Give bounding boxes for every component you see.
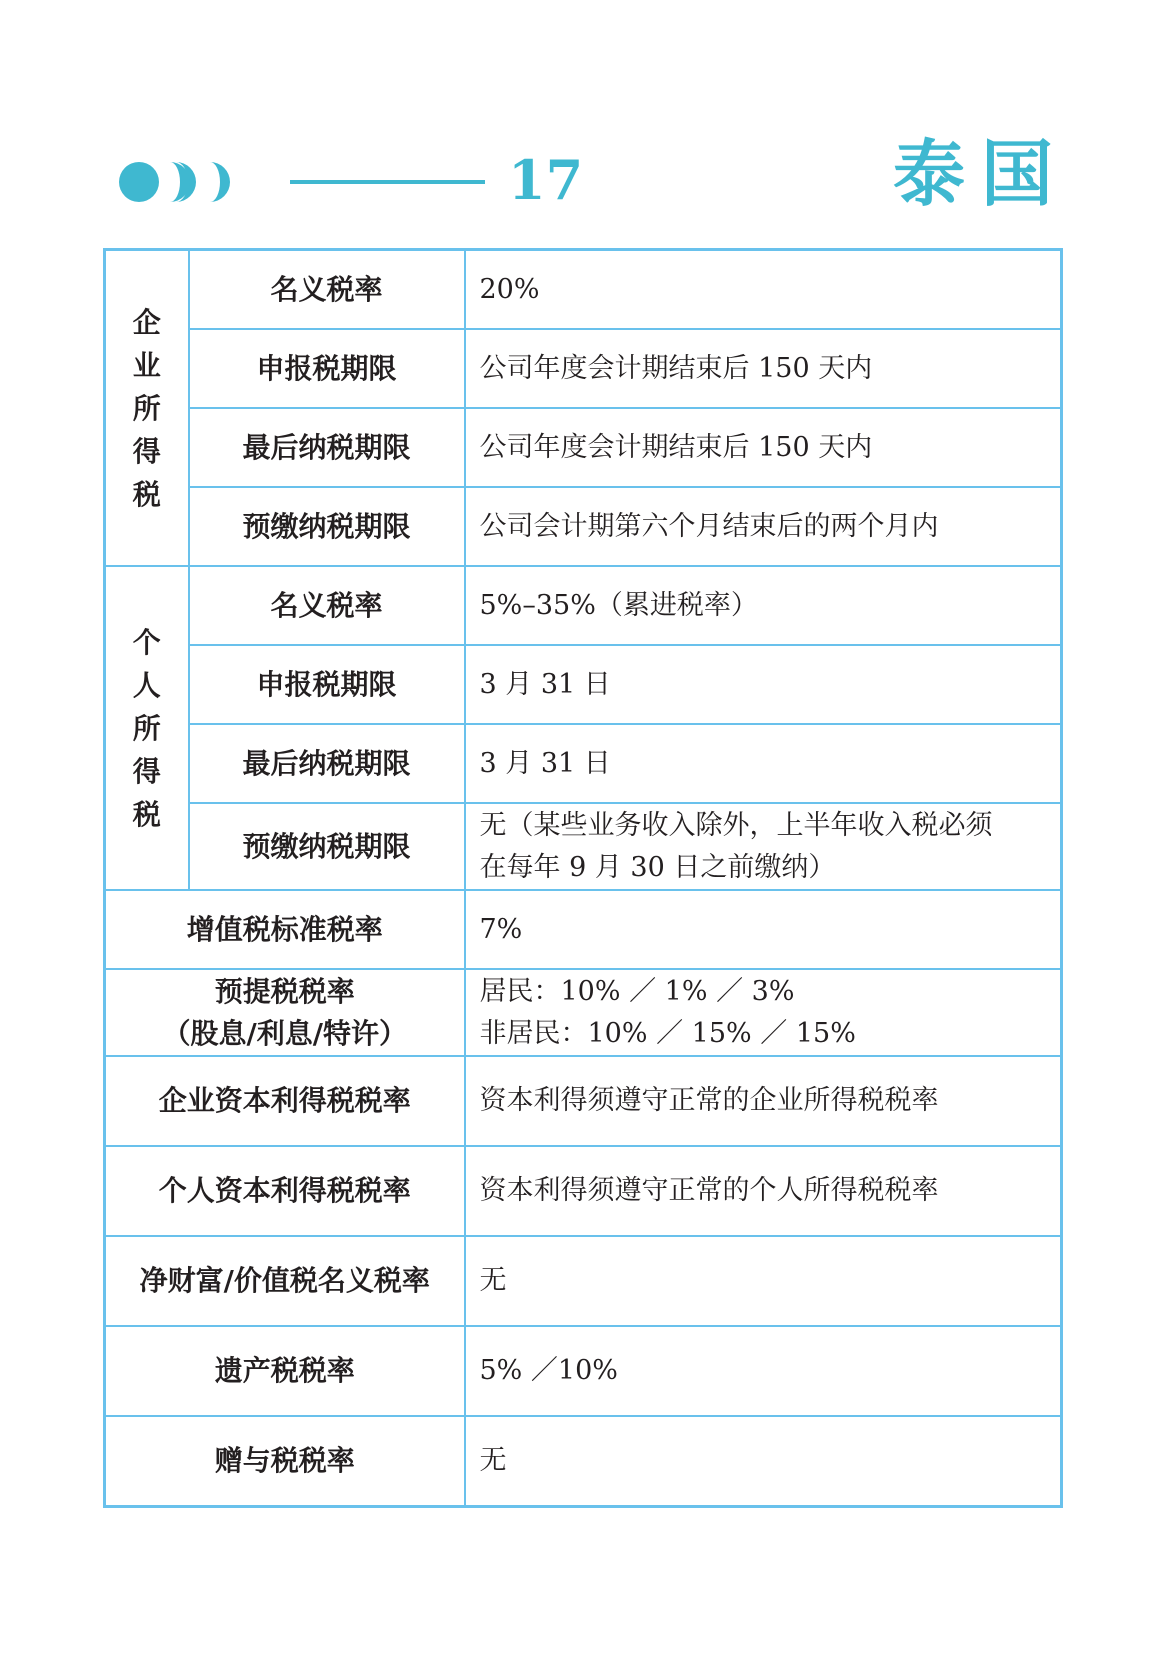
- row-label: 遗产税税率: [105, 1326, 465, 1416]
- row-label: 净财富/价值税名义税率: [105, 1236, 465, 1326]
- row-label: 最后纳税期限: [189, 408, 465, 487]
- row-label: 预缴纳税期限: [189, 803, 465, 890]
- personal-income-tax-group: [105, 566, 189, 890]
- table-row: [105, 1236, 1062, 1326]
- table-row: [105, 1146, 1062, 1236]
- group-label-char: 所: [132, 711, 161, 745]
- corporate-income-tax-group: [105, 250, 189, 567]
- row-value: [465, 803, 1062, 890]
- group-label-char: 得: [132, 434, 161, 468]
- row-label: 企业资本利得税税率: [105, 1056, 465, 1146]
- row-value: 7%: [465, 890, 1062, 969]
- value-line: 在每年 9 月 30 日之前缴纳）: [479, 851, 836, 883]
- row-label: 申报税期限: [189, 329, 465, 408]
- group-label-char: 人: [132, 668, 161, 702]
- row-value: 5%–35%（累进税率）: [465, 566, 1062, 645]
- value-line: 居民：10% ／ 1% ／ 3%: [479, 975, 795, 1007]
- table-row: [105, 408, 1062, 487]
- value-line: 非居民：10% ／ 15% ／ 15%: [479, 1017, 856, 1049]
- table-row: [105, 566, 1062, 645]
- row-label: 名义税率: [189, 566, 465, 645]
- row-value: 20%: [465, 250, 1062, 330]
- row-value: 5% ／10%: [465, 1326, 1062, 1416]
- table-row: [105, 645, 1062, 724]
- group-label-char: 企: [132, 305, 161, 339]
- group-label-char: 个: [132, 625, 161, 659]
- row-value: 3 月 31 日: [465, 645, 1062, 724]
- personal-group-label: [106, 621, 188, 836]
- corporate-group-label: [106, 301, 188, 516]
- group-label-char: 税: [132, 797, 161, 831]
- row-value: 公司会计期第六个月结束后的两个月内: [465, 487, 1062, 566]
- group-label-char: 税: [132, 477, 161, 511]
- row-value: 无: [465, 1416, 1062, 1507]
- group-label-char: 得: [132, 754, 161, 788]
- page-header: [0, 0, 1166, 240]
- row-value: 3 月 31 日: [465, 724, 1062, 803]
- table-row: [105, 803, 1062, 890]
- table-row: [105, 1326, 1062, 1416]
- country-title: 泰国: [893, 131, 1070, 216]
- table-row: [105, 1416, 1062, 1507]
- table-row: [105, 724, 1062, 803]
- row-value: 公司年度会计期结束后 150 天内: [465, 329, 1062, 408]
- row-label: 增值税标准税率: [105, 890, 465, 969]
- row-value: 无: [465, 1236, 1062, 1326]
- page-number: 17: [508, 148, 584, 212]
- row-label: [105, 969, 465, 1056]
- table-row: [105, 487, 1062, 566]
- row-value: 公司年度会计期结束后 150 天内: [465, 408, 1062, 487]
- row-label: 最后纳税期限: [189, 724, 465, 803]
- header-rule: [290, 180, 485, 184]
- row-label: 名义税率: [189, 250, 465, 330]
- table-row: [105, 890, 1062, 969]
- decorative-dots-icon: [118, 160, 248, 204]
- table-row: [105, 250, 1062, 330]
- label-line: （股息/利息/特许）: [162, 1016, 407, 1050]
- label-line: 预提税税率: [214, 974, 355, 1008]
- row-value: [465, 969, 1062, 1056]
- tax-table: [103, 248, 1063, 1508]
- group-label-char: 业: [132, 348, 161, 382]
- row-value: 资本利得须遵守正常的个人所得税税率: [465, 1146, 1062, 1236]
- value-line: 无（某些业务收入除外，上半年收入税必须: [479, 809, 993, 841]
- row-value: 资本利得须遵守正常的企业所得税税率: [465, 1056, 1062, 1146]
- row-label: 预缴纳税期限: [189, 487, 465, 566]
- row-label: 赠与税税率: [105, 1416, 465, 1507]
- table-row: [105, 1056, 1062, 1146]
- row-label: 个人资本利得税税率: [105, 1146, 465, 1236]
- group-label-char: 所: [132, 391, 161, 425]
- table-row: [105, 969, 1062, 1056]
- row-label: 申报税期限: [189, 645, 465, 724]
- table-row: [105, 329, 1062, 408]
